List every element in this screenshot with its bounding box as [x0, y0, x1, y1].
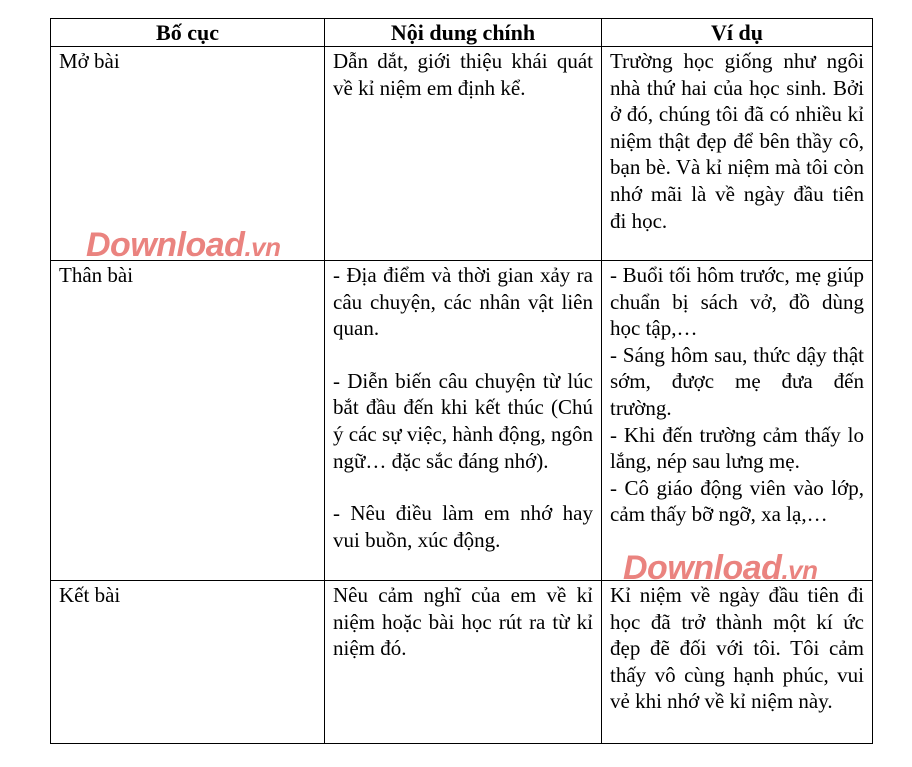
watermark-tld: .vn	[244, 232, 281, 262]
example-body-item: - Buổi tối hôm trước, mẹ giúp chuẩn bị sách vở, đồ dùng học tập,…	[610, 263, 864, 341]
header-structure: Bố cục	[51, 19, 325, 47]
example-closing	[602, 581, 873, 744]
content-body-item: - Nêu điều làm em nhớ hay vui buồn, xúc động.	[333, 501, 593, 552]
example-opening	[602, 47, 873, 261]
content-body-item: - Địa điểm và thời gian xảy ra câu chuyện, các nhân vật liên quan.	[333, 263, 593, 341]
content-closing-text: Nêu cảm nghĩ của em về kỉ niệm hoặc bài học rút ra từ kỉ niệm đó.	[333, 583, 593, 661]
watermark-logo	[623, 549, 818, 588]
content-body-item: - Diễn biến câu chuyện từ lúc bắt đầu đến khi kết thúc (Chú ý các sự việc, hành động, ngôn ngữ… đặc sắc đáng nhớ).	[333, 368, 593, 473]
example-opening-text: Trường học giống như ngôi nhà thứ hai của học sinh. Bởi ở đó, chúng tôi đã có nhiều kỉ niệm thật đẹp để bên thầy cô, bạn bè. Và kỉ niệm mà tôi còn nhớ mãi là về ngày đầu tiên đi học.	[610, 49, 864, 233]
content-closing	[325, 581, 602, 744]
header-row	[51, 19, 873, 47]
section-opening: Mở bài	[51, 47, 325, 261]
outline-table	[50, 18, 873, 744]
content-opening	[325, 47, 602, 261]
example-body	[602, 261, 873, 581]
section-closing: Kết bài	[51, 581, 325, 744]
watermark-logo	[86, 226, 281, 265]
example-body-item: - Sáng hôm sau, thức dậy thật sớm, được mẹ đưa đến trường.	[610, 342, 864, 420]
example-closing-text: Kỉ niệm về ngày đầu tiên đi học đã trở thành một kí ức đẹp đẽ đối với tôi. Tôi cảm thấy vô cùng hạnh phúc, vui vẻ khi nhớ về kỉ niệm này.	[610, 583, 864, 714]
header-example: Ví dụ	[602, 19, 873, 47]
row-closing	[51, 581, 873, 744]
content-opening-text: Dẫn dắt, giới thiệu khái quát về kỉ niệm em định kể.	[333, 49, 593, 100]
row-body	[51, 261, 873, 581]
watermark-brand: Download	[623, 549, 782, 587]
header-main-content: Nội dung chính	[325, 19, 602, 47]
section-body: Thân bài	[51, 261, 325, 581]
example-body-item: - Cô giáo động viên vào lớp, cảm thấy bỡ ngỡ, xa lạ,…	[610, 475, 864, 527]
example-body-item: - Khi đến trường cảm thấy lo lắng, nép sau lưng mẹ.	[610, 422, 864, 474]
watermark-tld: .vn	[781, 555, 818, 585]
content-body	[325, 261, 602, 581]
watermark-brand: Download	[86, 226, 245, 264]
